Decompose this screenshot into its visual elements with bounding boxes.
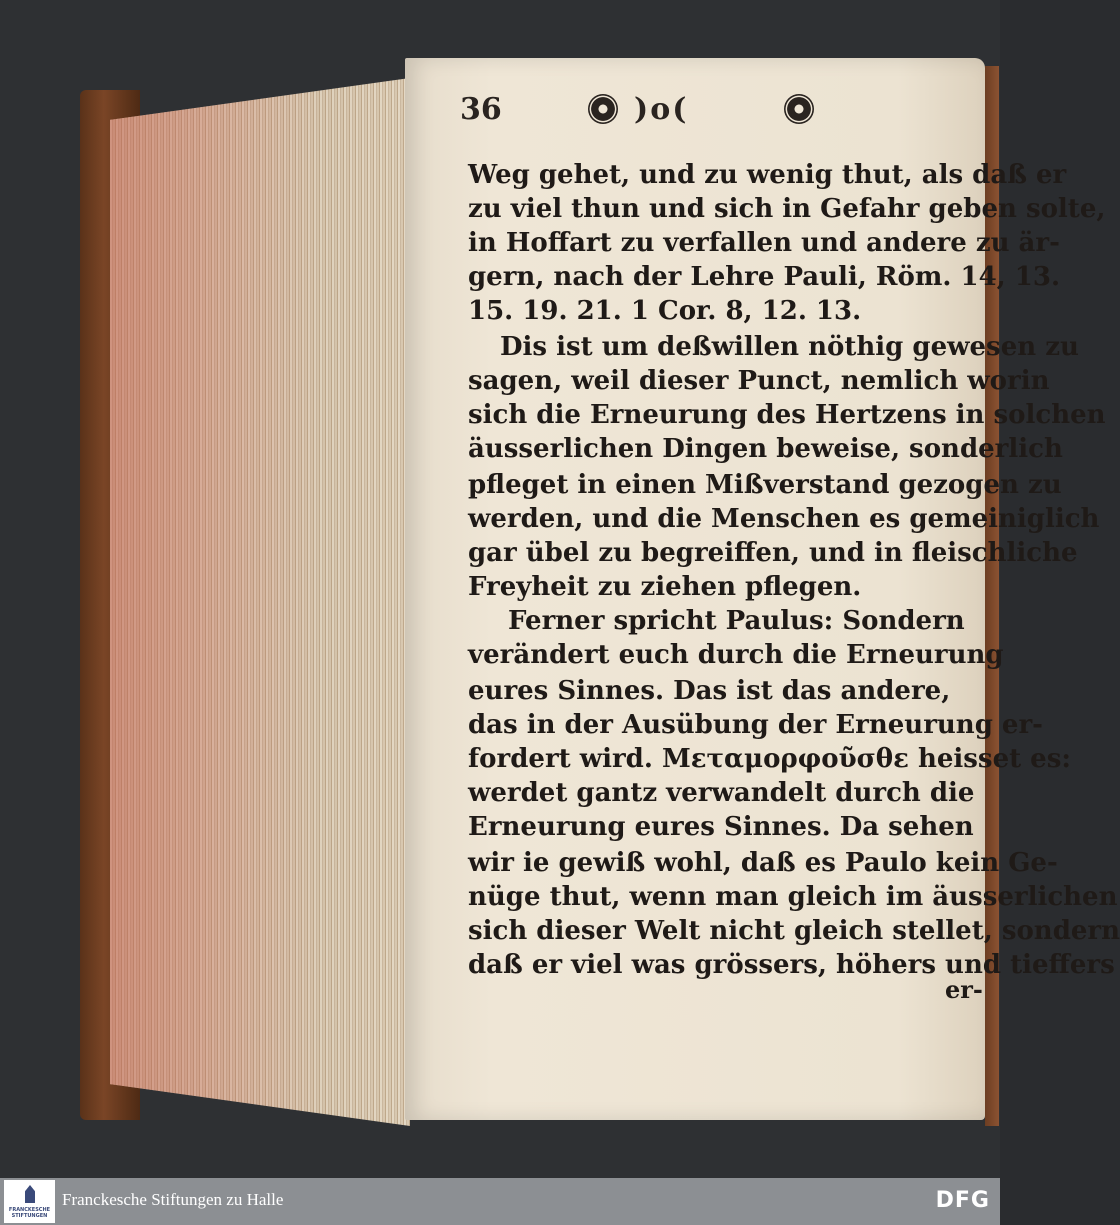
text-line: Freyheit zu ziehen pflegen. <box>468 572 862 602</box>
text-line: werdet gantz verwandelt durch die <box>468 778 975 808</box>
text-line: 15. 19. 21. 1 Cor. 8, 12. 13. <box>468 296 862 326</box>
text-line: fordert wird. Μεταμορφοῦσθε heisset es: <box>468 744 1071 774</box>
text-line: sich die Erneurung des Hertzens in solchen <box>468 400 1106 430</box>
page-edges <box>110 78 410 1126</box>
text-line: Weg gehet, und zu wenig thut, als daß er <box>468 160 1067 190</box>
institution-name: Franckesche Stiftungen zu Halle <box>62 1190 284 1209</box>
text-line: äusserlichen Dingen beweise, sonderlich <box>468 434 1063 464</box>
text-line: in Hoffart zu verfallen und andere zu är- <box>468 228 1060 258</box>
text-line: daß er viel was grössers, höhers und tieffers <box>468 950 1115 980</box>
header-ornament: )o( <box>634 92 689 127</box>
page-header <box>456 92 836 132</box>
catchword: er- <box>945 975 983 1004</box>
logo-text: FRANCKESCHE STIFTUNGEN <box>8 1207 51 1219</box>
text-line: gern, nach der Lehre Pauli, Röm. 14, 13. <box>468 262 1060 292</box>
institution-logo[interactable] <box>4 1180 55 1223</box>
building-icon <box>25 1185 35 1203</box>
text-line: nüge thut, wenn man gleich im äusserlichen <box>468 882 1118 912</box>
text-line: zu viel thun und sich in Gefahr geben solte, <box>468 194 1106 224</box>
text-line: Dis ist um deßwillen nöthig gewesen zu <box>500 332 1079 362</box>
text-line: verändert euch durch die Erneurung <box>468 640 1004 670</box>
text-line: gar übel zu begreiffen, und in fleischliche <box>468 538 1078 568</box>
page-number: 36 <box>460 92 502 127</box>
text-line: werden, und die Menschen es gemeiniglich <box>468 504 1100 534</box>
text-line: wir ie gewiß wohl, daß es Paulo kein Ge- <box>468 848 1058 878</box>
rosette-ornament-icon <box>784 94 814 124</box>
text-line: Erneurung eures Sinnes. Da sehen <box>468 812 974 842</box>
text-line: Ferner spricht Paulus: Sondern <box>508 606 965 636</box>
text-line: sich dieser Welt nicht gleich stellet, sondern <box>468 916 1120 946</box>
dfg-logo[interactable]: DFG <box>935 1188 990 1213</box>
viewer-footer <box>0 1178 1000 1225</box>
rosette-ornament-icon <box>588 94 618 124</box>
text-line: eures Sinnes. Das ist das andere, <box>468 676 951 706</box>
text-line: das in der Ausübung der Erneurung er- <box>468 710 1043 740</box>
text-line: sagen, weil dieser Punct, nemlich worin <box>468 366 1050 396</box>
text-line: pfleget in einen Mißverstand gezogen zu <box>468 470 1062 500</box>
